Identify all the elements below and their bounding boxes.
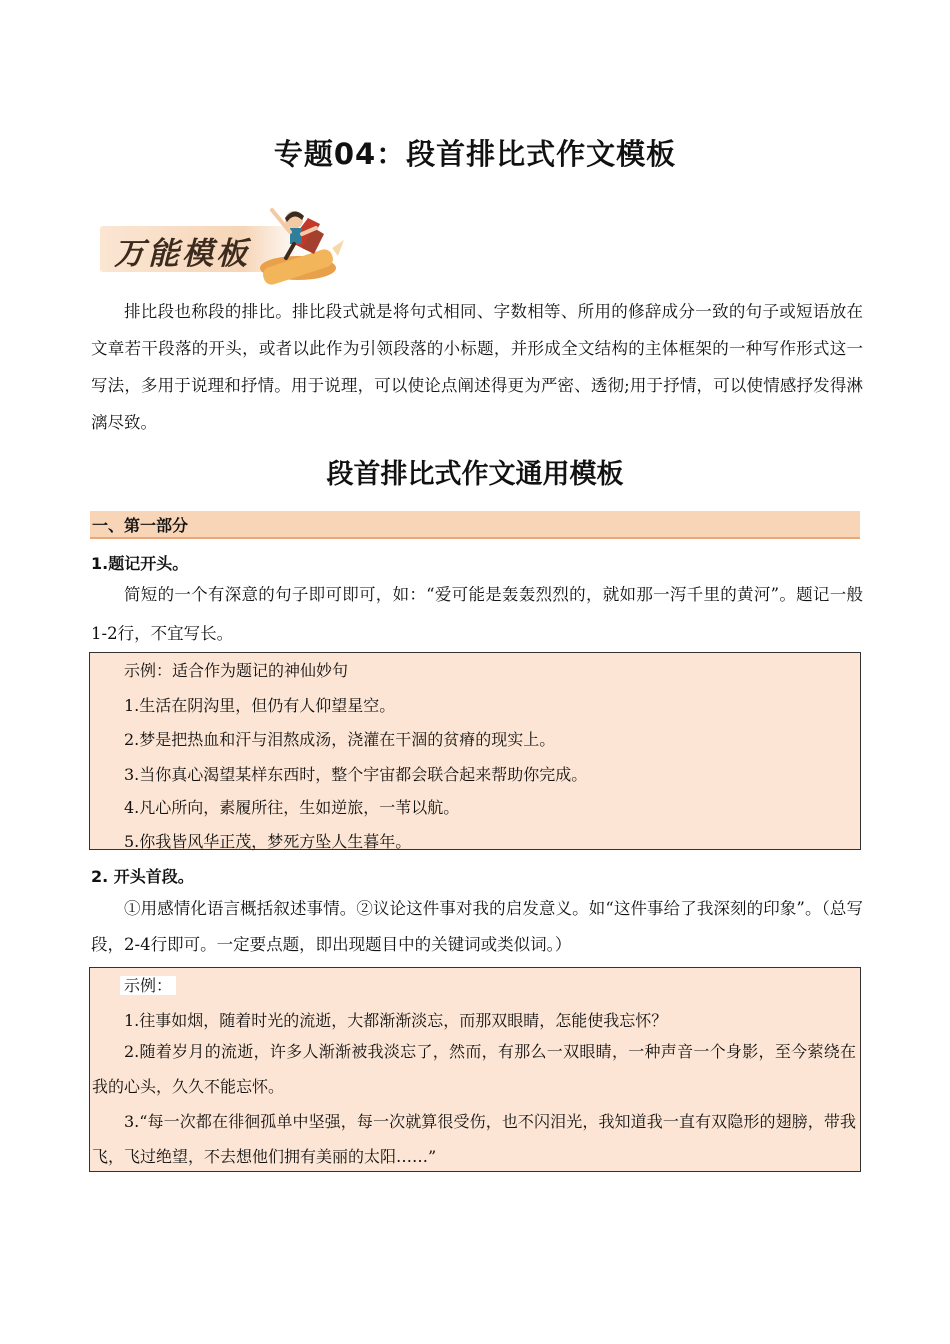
- item-1-description: 简短的一个有深意的句子即可即可，如：“爱可能是轰轰烈烈的，就如那一泻千里的黄河”。题记一般1-2行，不宜写长。: [91, 585, 863, 643]
- banner: [100, 198, 345, 292]
- example-line: 4.凡心所向，素履所往，生如逆旅，一苇以航。: [124, 798, 460, 817]
- page-title: 专题04：段首排比式作文模板: [273, 137, 677, 171]
- example-line: 1.往事如烟，随着时光的流逝，大都渐渐淡忘，而那双眼睛，怎能使我忘怀？: [124, 1011, 668, 1030]
- item-2-heading: 2. 开头首段。: [91, 867, 194, 886]
- example-box-title: 示例：适合作为题记的神仙妙句: [124, 661, 349, 680]
- item-1-heading: 1.题记开头。: [91, 554, 189, 573]
- item-2-description: ①用感情化语言概括叙述事情。②议论这件事对我的启发意义。如“这件事给了我深刻的印象”。（总写段，2-4行即可。一定要点题，即出现题目中的关键词或类似词。）: [91, 899, 863, 954]
- example-line: 3.当你真心渴望某样东西时，整个宇宙都会联合起来帮助你完成。: [124, 765, 588, 784]
- banner-text: 万能模板: [114, 236, 250, 272]
- example-line: 5.你我皆风华正茂，梦死方坠人生暮年。: [124, 832, 412, 851]
- example-box-1: [89, 652, 861, 850]
- example-line: 3.“每一次都在徘徊孤单中坚强，每一次就算很受伤，也不闪泪光，我知道我一直有双隐形的翅膀，带我飞，飞过绝望，不去想他们拥有美丽的太阳……”: [92, 1112, 856, 1166]
- example-line: 2.随着岁月的流逝，许多人渐渐被我淡忘了，然而，有那么一双眼睛，一种声音一个身影，至今萦绕在我的心头，久久不能忘怀。: [92, 1042, 856, 1096]
- pencil-girl-illustration: [250, 198, 345, 292]
- example-line: 2.梦是把热血和汗与泪熬成汤，浇灌在干涸的贫瘠的现实上。: [124, 730, 556, 749]
- example-box-2: [89, 967, 861, 1172]
- example-line: 1.生活在阴沟里，但仍有人仰望星空。: [124, 696, 396, 715]
- example-box-title: 示例：: [120, 973, 176, 996]
- intro-paragraph: 排比段也称段的排比。排比段式就是将句式相同、字数相等、所用的修辞成分一致的句子或短语放在文章若干段落的开头，或者以此作为引领段落的小标题，并形成全文结构的主体框架的一种写作形式这一写法，多用于说理和抒情。用于说理，可以使论点阐述得更为严密、透彻;用于抒情，可以使情感抒发得淋漓尽致。: [91, 302, 863, 432]
- section-subtitle: 段首排比式作文通用模板: [326, 459, 624, 490]
- section-bar: [90, 511, 860, 539]
- section-label: 一、第一部分: [92, 516, 189, 535]
